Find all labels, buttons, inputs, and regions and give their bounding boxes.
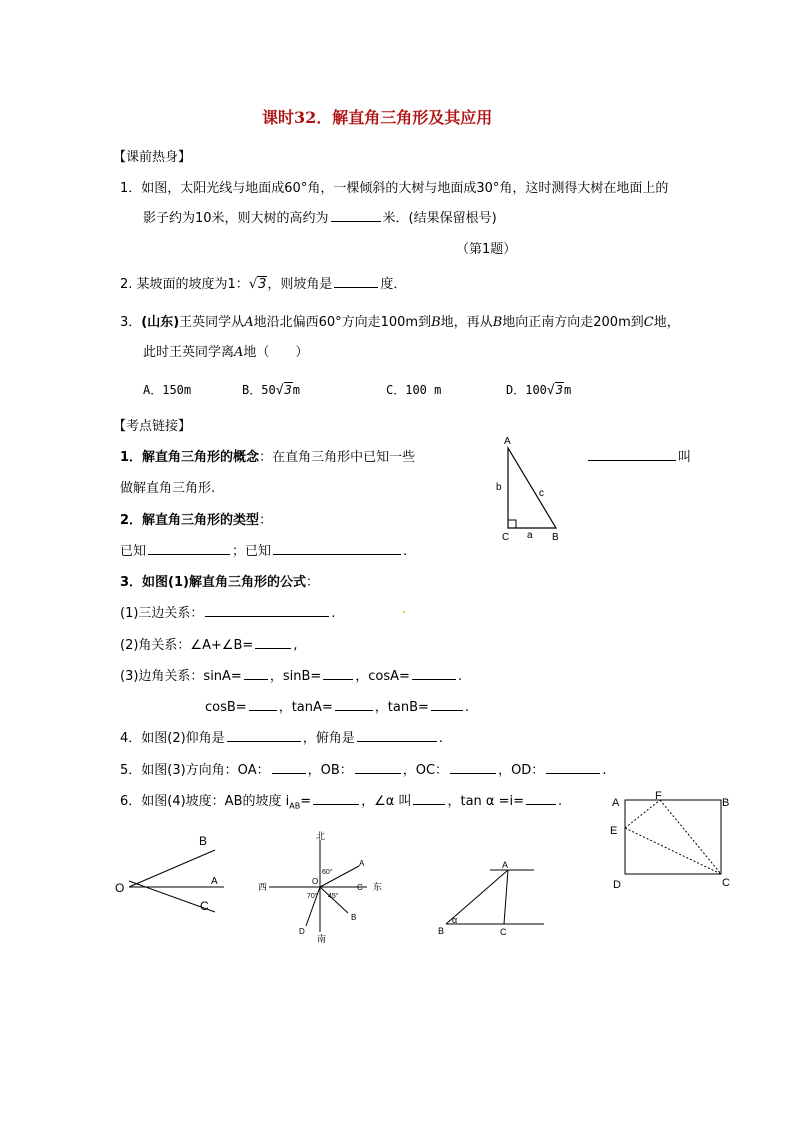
answer-blank[interactable] — [205, 603, 329, 617]
label-A: A — [211, 876, 218, 887]
figure-caption-q1: （第1题） — [456, 242, 517, 257]
answer-blank[interactable] — [450, 760, 496, 774]
figure-elevation-depression — [112, 830, 232, 918]
question-3-line-2: 此时王英同学离A地（ ） — [143, 345, 309, 360]
answer-blank[interactable] — [335, 697, 373, 711]
stray-dot: . — [402, 602, 407, 617]
point-2-heading: 2．解直角三角形的类型： — [120, 513, 273, 528]
figure-right-triangle — [490, 432, 570, 546]
point-1-line-1: 1．解直角三角形的概念：在直角三角形中已知一些 — [120, 450, 416, 465]
answer-blank[interactable] — [431, 697, 463, 711]
label-c: c — [539, 488, 544, 499]
answer-blank[interactable] — [413, 791, 445, 805]
label-B: B — [722, 797, 730, 809]
section-heading-warmup: 【课前热身】 — [113, 150, 192, 165]
label-south: 南 — [317, 934, 327, 944]
option-d[interactable]: D．100√3m — [506, 383, 572, 398]
question-2: 2. 某坡面的坡度为1：√3，则坡角是 度． — [120, 273, 406, 292]
option-c[interactable]: C．100 m — [386, 383, 442, 397]
label-east: 东 — [373, 882, 383, 892]
answer-blank[interactable] — [355, 760, 401, 774]
answer-blank[interactable] — [148, 541, 230, 555]
label-C: C — [722, 877, 730, 889]
figure-direction-angles — [255, 828, 385, 944]
label-A: A — [502, 860, 509, 870]
answer-blank[interactable] — [323, 666, 353, 680]
figure-slope — [432, 858, 552, 940]
label-north: 北 — [316, 831, 326, 841]
answer-blank[interactable] — [249, 697, 277, 711]
answer-blank[interactable] — [244, 666, 268, 680]
question-1-line-2: 影子约为10米，则大树的高约为 米．(结果保留根号) — [143, 207, 497, 226]
answer-blank[interactable] — [334, 274, 378, 288]
answer-blank[interactable] — [272, 760, 306, 774]
point-4: 4．如图(2)仰角是 ，俯角是 . — [120, 727, 443, 746]
angle-70: 70° — [307, 893, 318, 900]
point-6: 6．如图(4)坡度：AB的坡度 $i_{AB}=$ ，∠α 叫 ，tan α =i= . — [120, 790, 562, 811]
label-C: C — [200, 899, 209, 913]
label-A: A — [359, 859, 365, 868]
point-3-sub-3: (3)边角关系：sinA= ，sinB= ，cosA= . — [120, 665, 462, 684]
label-O: O — [312, 877, 319, 886]
angle-60: 60° — [322, 869, 333, 876]
question-1-line-1: 1．如图，太阳光线与地面成60°角，一棵倾斜的大树与地面成30°角，这时测得大树在地面上的 — [120, 181, 669, 196]
answer-blank[interactable] — [412, 666, 456, 680]
label-B: B — [351, 913, 357, 922]
label-a: a — [527, 530, 533, 541]
label-D: D — [299, 927, 305, 936]
answer-blank[interactable] — [357, 728, 437, 742]
page-title: 课时32．解直角三角形及其应用 — [262, 108, 493, 127]
point-3-heading: 3．如图(1)解直角三角形的公式： — [120, 575, 319, 590]
label-alpha: α — [452, 915, 458, 925]
label-C: C — [500, 927, 507, 937]
figure-rectangle — [608, 788, 738, 892]
angle-45: 45° — [328, 893, 339, 900]
label-A: A — [612, 797, 620, 809]
label-C: C — [357, 883, 363, 892]
answer-blank[interactable] — [526, 791, 556, 805]
answer-blank[interactable] — [313, 791, 359, 805]
label-B: B — [199, 834, 208, 848]
answer-blank[interactable] — [588, 447, 676, 461]
label-B: B — [438, 926, 445, 936]
label-west: 西 — [258, 882, 268, 892]
answer-blank[interactable] — [273, 541, 401, 555]
label-B: B — [552, 532, 559, 543]
point-3-sub-1: (1)三边关系： . — [120, 602, 336, 621]
answer-blank[interactable] — [227, 728, 301, 742]
answer-blank[interactable] — [546, 760, 600, 774]
point-5: 5．如图(3)方向角：OA： ，OB： ，OC： ，OD： . — [120, 759, 606, 778]
point-3-sub-2: (2)角关系：∠A+∠B= , — [120, 634, 297, 653]
section-heading-points: 【考点链接】 — [113, 419, 192, 434]
label-D: D — [613, 879, 621, 891]
answer-blank[interactable] — [331, 208, 381, 222]
point-2-line: 已知 ；已知 . — [120, 540, 407, 559]
point-1-blank-end: 叫 — [586, 446, 691, 465]
sqrt-3: √3 — [248, 277, 267, 292]
option-a[interactable]: A．150m — [143, 383, 192, 397]
point-3-sub-4: cosB= ，tanA= ，tanB= . — [205, 696, 469, 715]
option-b[interactable]: B．50√3m — [242, 383, 300, 398]
question-3-line-1: 3．(山东)王英同学从A地沿北偏西60°方向走100m到B地，再从B地向正南方向走200m到C地， — [120, 315, 680, 330]
label-b: b — [496, 482, 502, 493]
label-O: O — [115, 881, 125, 895]
label-A: A — [504, 436, 511, 447]
point-1-line-2: 做解直角三角形. — [120, 481, 216, 496]
label-E: E — [610, 825, 618, 837]
answer-blank[interactable] — [255, 635, 291, 649]
label-C: C — [502, 532, 510, 543]
label-F: F — [655, 790, 662, 802]
